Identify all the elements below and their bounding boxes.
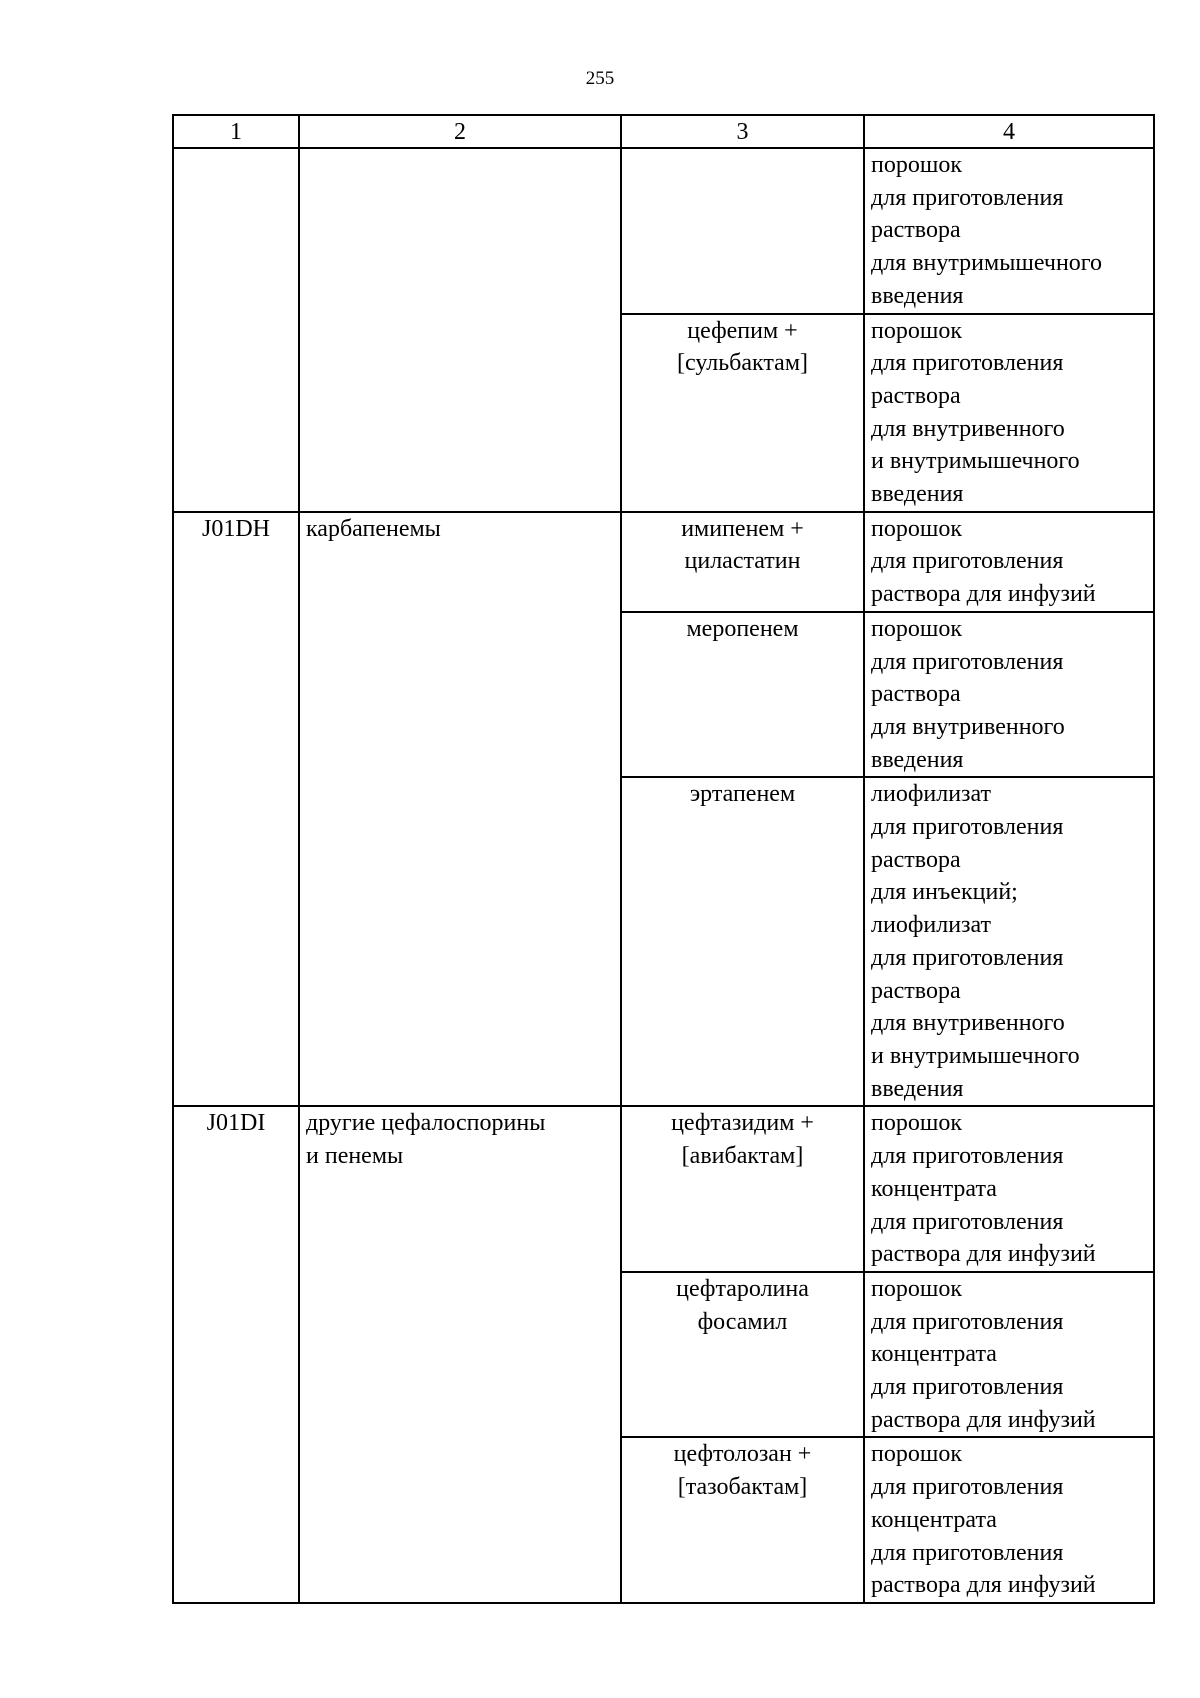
drug-table xyxy=(172,114,1155,1604)
drug-name-cell: имипенем + циластатин xyxy=(621,512,864,612)
page-number: 255 xyxy=(585,68,615,89)
drug-name-cell: цефтазидим + [авибактам] xyxy=(621,1106,864,1272)
dosage-form-cell: порошок для приготовления раствора для внутривенного введения xyxy=(864,612,1154,778)
table-header-row xyxy=(173,115,1154,148)
column-header-4: 4 xyxy=(864,115,1154,148)
dosage-form-cell: порошок для приготовления концентрата для приготовления раствора для инфузий xyxy=(864,1437,1154,1603)
drug-name-cell: цефепим + [сульбактам] xyxy=(621,314,864,512)
atc-code-cell: J01DH xyxy=(173,512,299,1107)
table-row xyxy=(173,512,1154,612)
dosage-form-cell: порошок для приготовления раствора для внутримышечного введения xyxy=(864,148,1154,314)
group-name-cell xyxy=(299,148,621,512)
dosage-form-cell: порошок для приготовления концентрата для приготовления раствора для инфузий xyxy=(864,1106,1154,1272)
dosage-form-cell: порошок для приготовления концентрата для приготовления раствора для инфузий xyxy=(864,1272,1154,1438)
column-header-2: 2 xyxy=(299,115,621,148)
column-header-1: 1 xyxy=(173,115,299,148)
table-row xyxy=(173,148,1154,314)
dosage-form-cell: лиофилизат для приготовления раствора для инъекций; лиофилизат для приготовления раствора для внутривенного и внутримышечного введения xyxy=(864,777,1154,1106)
dosage-form-cell: порошок для приготовления раствора для внутривенного и внутримышечного введения xyxy=(864,314,1154,512)
table-row xyxy=(173,1106,1154,1272)
group-name-cell: другие цефалоспорины и пенемы xyxy=(299,1106,621,1603)
drug-name-cell xyxy=(621,148,864,314)
dosage-form-cell: порошок для приготовления раствора для инфузий xyxy=(864,512,1154,612)
drug-name-cell: меропенем xyxy=(621,612,864,778)
drug-name-cell: цефтолозан + [тазобактам] xyxy=(621,1437,864,1603)
atc-code-cell: J01DI xyxy=(173,1106,299,1603)
drug-name-cell: цефтаролина фосамил xyxy=(621,1272,864,1438)
drug-name-cell: эртапенем xyxy=(621,777,864,1106)
column-header-3: 3 xyxy=(621,115,864,148)
atc-code-cell xyxy=(173,148,299,512)
group-name-cell: карбапенемы xyxy=(299,512,621,1107)
